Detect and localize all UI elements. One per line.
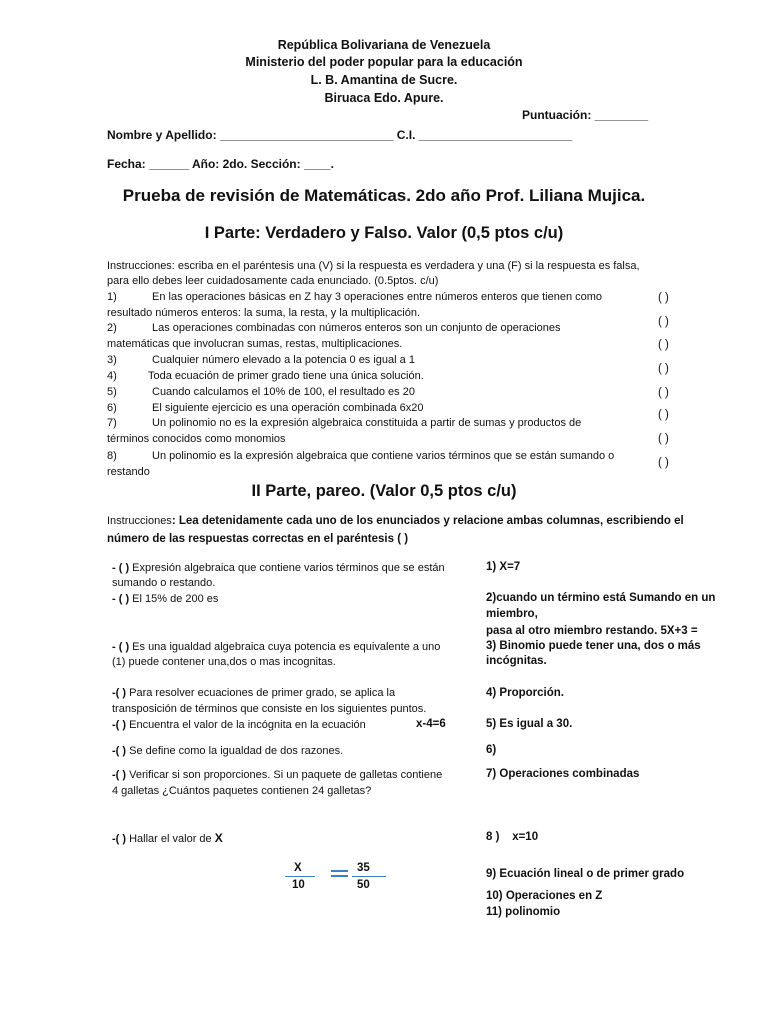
- part2-instructions-label: Instrucciones: [107, 515, 172, 527]
- pareo-answer-2: 2)cuando un término está Sumando en un: [486, 592, 716, 604]
- tf-item-number: 1): [107, 291, 117, 303]
- tf-item-text: El siguiente ejercicio es una operación combinada 6x20: [152, 402, 424, 414]
- tf-item-number: 7): [107, 417, 117, 429]
- pareo-item-e: [112, 718, 366, 734]
- pareo-item-a: [112, 561, 445, 577]
- answer-box[interactable]: ( ): [658, 457, 669, 469]
- pareo-answer-3: 3) Binomio puede tener una, dos o más: [486, 640, 701, 652]
- tf-item-text: Cualquier número elevado a la potencia 0 es igual a 1: [152, 354, 415, 366]
- tf-item-text-cont: restando: [107, 466, 150, 478]
- pareo-item-h: [112, 831, 223, 848]
- pareo-answer-1: 1) X=7: [486, 561, 521, 573]
- fraction-right-denominator: 50: [357, 879, 370, 891]
- pareo-answer-9: 9) Ecuación lineal o de primer grado: [486, 868, 685, 880]
- pareo-item-text: Es una igualdad algebraica cuya potencia es equivalente a uno: [132, 641, 441, 653]
- pareo-answer-3-cont: incógnitas.: [486, 655, 547, 667]
- pareo-item-c: [112, 640, 440, 656]
- answer-box[interactable]: ( ): [658, 316, 669, 328]
- pareo-answer-5: 5) Es igual a 30.: [486, 718, 573, 730]
- school-republic: República Bolivariana de Venezuela: [277, 38, 491, 52]
- pareo-item-c-cont: (1) puede contener una,dos o mas incognitas.: [112, 656, 336, 668]
- pareo-paren[interactable]: -( ): [112, 769, 127, 781]
- exam-title: Prueba de revisión de Matemáticas. 2do año Prof. Liliana Mujica.: [122, 186, 646, 205]
- part2-instructions-line1: [107, 515, 684, 527]
- fraction-right-numerator: 35: [357, 862, 370, 874]
- pareo-paren[interactable]: - ( ): [112, 641, 130, 653]
- pareo-item-text: Encuentra el valor de la incógnita en la ecuación: [129, 719, 366, 731]
- score-field: Puntuación: ________: [522, 108, 649, 122]
- tf-item-text: Un polinomio no es la expresión algebraica constituida a partir de sumas y productos de: [152, 417, 582, 429]
- pareo-answer-6: 6): [486, 744, 497, 756]
- tf-item-number: 8): [107, 450, 117, 462]
- pareo-item-text: Hallar el valor de: [129, 833, 212, 845]
- answer-box[interactable]: ( ): [658, 292, 669, 304]
- part1-heading: I Parte: Verdadero y Falso. Valor (0,5 ptos c/u): [204, 224, 564, 242]
- pareo-item-d-cont: transposición de términos que consiste en los siguientes puntos.: [112, 703, 427, 715]
- pareo-answer-10: 10) Operaciones en Z: [486, 890, 603, 902]
- school-location: Biruaca Edo. Apure.: [324, 91, 444, 105]
- fraction-left-numerator: X: [294, 862, 302, 874]
- tf-item-text: Las operaciones combinadas con números enteros son un conjunto de operaciones: [152, 322, 561, 334]
- pareo-item-text: Para resolver ecuaciones de primer grado, se aplica la: [129, 687, 396, 699]
- school-name: L. B. Amantina de Sucre.: [310, 73, 458, 87]
- school-ministry: Ministerio del poder popular para la educación: [245, 55, 523, 69]
- tf-item-number: 3): [107, 354, 117, 366]
- part2-instructions-line2: número de las respuestas correctas en el paréntesis ( ): [107, 533, 409, 545]
- pareo-item-a-cont: sumando o restando.: [112, 577, 216, 589]
- pareo-answer-2-cont: miembro,: [486, 608, 538, 620]
- tf-item-text-cont: resultado números enteros: la suma, la resta, y la multiplicación.: [107, 307, 421, 319]
- pareo-paren[interactable]: -( ): [112, 833, 127, 845]
- tf-item-number: 5): [107, 386, 117, 398]
- variable-x: X: [214, 831, 223, 845]
- tf-item-text-cont: matemáticas que involucran sumas, restas, multiplicaciones.: [107, 338, 403, 350]
- pareo-item-b: [112, 592, 218, 608]
- part1-instructions-line2: para ello debes leer cuidadosamente cada enunciado. (0.5ptos. c/u): [107, 275, 439, 287]
- fraction-left-bar: [285, 876, 315, 877]
- fraction-right-bar: [352, 876, 386, 877]
- part1-instructions-line1: Instrucciones: escriba en el paréntesis una (V) si la respuesta es verdadera y una (F) si la respuesta es falsa,: [107, 260, 640, 272]
- fraction-left-denominator: 10: [292, 879, 305, 891]
- tf-item-number: 2): [107, 322, 117, 334]
- name-id-field: Nombre y Apellido: __________________________ C.I. _______________________: [107, 128, 573, 142]
- answer-box[interactable]: ( ): [658, 409, 669, 421]
- equals-sign-bottom: [331, 875, 348, 877]
- part2-instructions-text: : Lea detenidamente cada uno de los enunciados y relacione ambas columnas, escribiendo el: [171, 515, 684, 527]
- tf-item-text: Cuando calculamos el 10% de 100, el resultado es 20: [152, 386, 415, 398]
- pareo-item-text: Se define como la igualdad de dos razones.: [129, 745, 344, 757]
- equals-sign-top: [331, 870, 348, 872]
- answer-box[interactable]: ( ): [658, 433, 669, 445]
- pareo-item-g: [112, 768, 442, 784]
- pareo-item-g-cont: 4 galletas ¿Cuántos paquetes contienen 24 galletas?: [112, 785, 372, 797]
- tf-item-text: En las operaciones básicas en Z hay 3 operaciones entre números enteros que tienen como: [152, 291, 603, 303]
- pareo-item-f: [112, 744, 343, 760]
- pareo-answer-7: 7) Operaciones combinadas: [486, 768, 640, 780]
- pareo-answer-8: 8 ) x=10: [486, 831, 539, 843]
- pareo-paren[interactable]: -( ): [112, 719, 127, 731]
- part2-heading: II Parte, pareo. (Valor 0,5 ptos c/u): [251, 482, 517, 500]
- tf-item-text: Toda ecuación de primer grado tiene una única solución.: [148, 370, 424, 382]
- pareo-item-text: Expresión algebraica que contiene varios términos que se están: [132, 562, 445, 574]
- equation: x-4=6: [416, 718, 446, 730]
- pareo-answer-4: 4) Proporción.: [486, 687, 564, 699]
- pareo-item-text: El 15% de 200 es: [132, 593, 219, 605]
- pareo-paren[interactable]: -( ): [112, 687, 127, 699]
- pareo-answer-2-cont: pasa al otro miembro restando. 5X+3 =: [486, 625, 698, 637]
- pareo-item-text: Verificar si son proporciones. Si un paquete de galletas contiene: [129, 769, 443, 781]
- answer-box[interactable]: ( ): [658, 363, 669, 375]
- answer-box[interactable]: ( ): [658, 339, 669, 351]
- tf-item-number: 4): [107, 370, 117, 382]
- tf-item-number: 6): [107, 402, 117, 414]
- pareo-paren[interactable]: - ( ): [112, 562, 130, 574]
- tf-item-text-cont: términos conocidos como monomios: [107, 433, 286, 445]
- pareo-paren[interactable]: -( ): [112, 745, 127, 757]
- tf-item-text: Un polinomio es la expresión algebraica que contiene varios términos que se están sumando o: [152, 450, 615, 462]
- pareo-answer-11: 11) polinomio: [486, 906, 561, 918]
- date-section-field: Fecha: ______ Año: 2do. Sección: ____.: [107, 157, 334, 171]
- answer-box[interactable]: ( ): [658, 387, 669, 399]
- pareo-item-d: [112, 686, 395, 702]
- pareo-paren[interactable]: - ( ): [112, 593, 130, 605]
